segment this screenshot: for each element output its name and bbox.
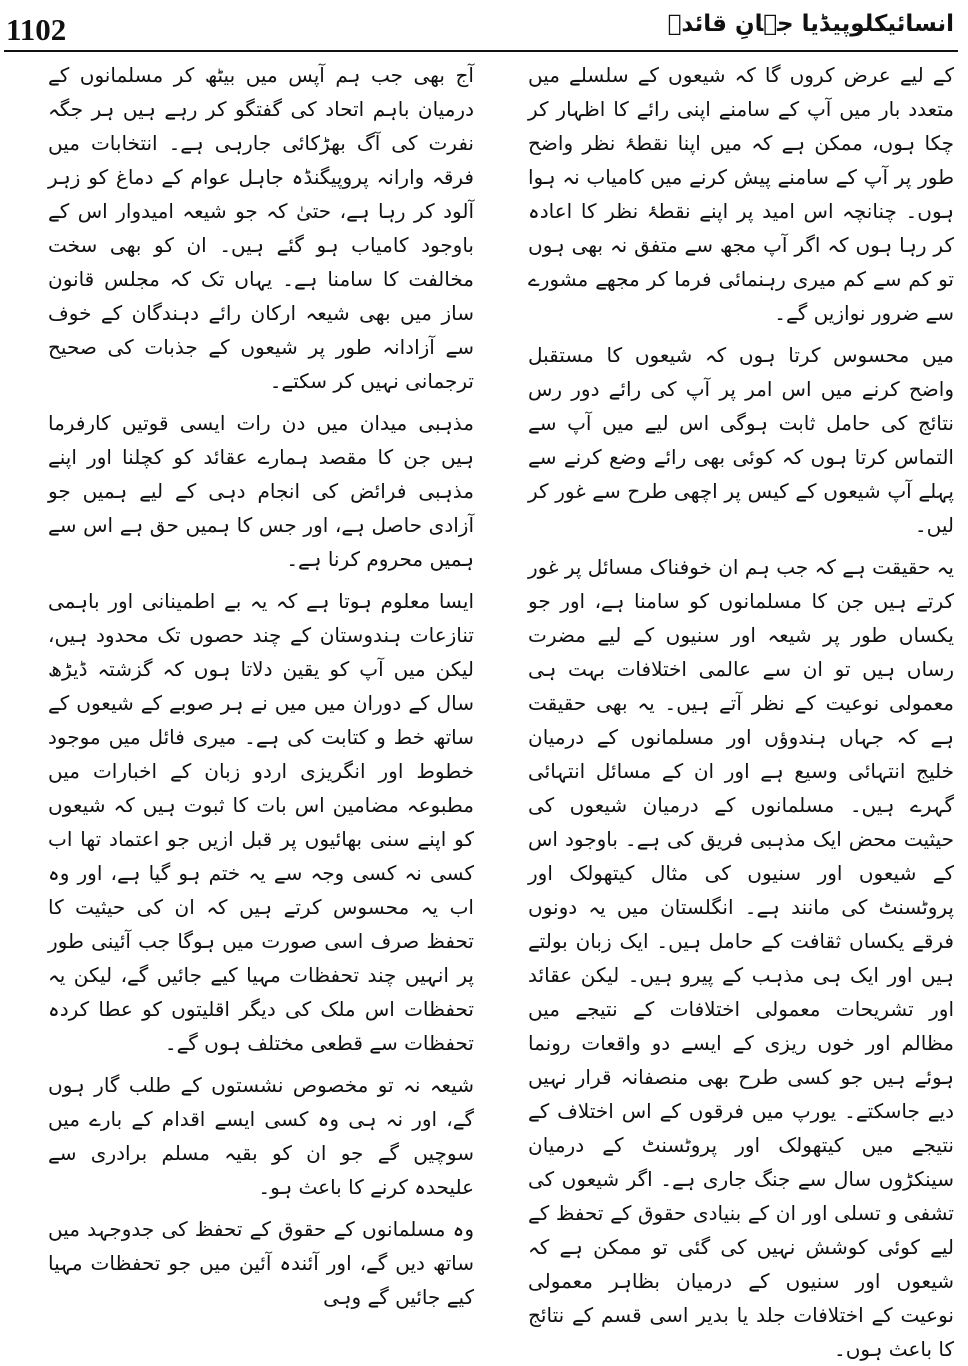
- page-number: 1102: [6, 12, 67, 47]
- paragraph: ایسا معلوم ہوتا ہے کہ یہ بے اطمینانی اور باہمی تنازعات ہندوستان کے چند حصوں تک محدود ہیں، لیکن میں آپ کو یقین دلاتا ہوں کہ گزشتہ ڈیڑھ سال کے دوران میں میں نے ہر صوبے کے شیعوں کے ساتھ خط و کتابت کی ہے۔ میری فائل میں موجود خطوط اور انگریزی اردو زبان کے اخبارات میں مطبوعہ مضامین اس بات کا ثبوت ہیں کہ شیعوں کو اپنے سنی بھائیوں پر قبل ازیں جو اعتماد تھا اب کسی نہ کسی وجہ سے یہ ختم ہو گیا ہے، اور وہ اب یہ محسوس کرتے ہیں کہ ان کی حیثیت کا تحفظ صرف اسی صورت میں ہوگا جب آئینی طور پر انہیں چند تحفظات مہیا کیے جائیں گے، لیکن یہ تحفظات اس ملک کی دیگر اقلیتوں کو عطا کردہ تحفظات سے قطعی مختلف ہوں گے۔: [48, 589, 474, 1055]
- paragraph: وہ مسلمانوں کے حقوق کے تحفظ کی جدوجہد میں ساتھ دیں گے، اور آئندہ آئین میں جو تحفظات مہیا کیے جائیں گے وہی: [48, 1217, 474, 1309]
- running-title: انسائیکلوپیڈیا جہانِ قائدؒ: [667, 11, 954, 37]
- right-column: [528, 58, 954, 1361]
- paragraph: آج بھی جب ہم آپس میں بیٹھ کر مسلمانوں کے درمیان باہم اتحاد کی گفتگو کر رہے ہیں ہر جگہ نفرت کی آگ بھڑکائی جارہی ہے۔ انتخابات میں فرقہ وارانہ پروپیگنڈہ جاہل عوام کے دماغ کو زہر آلود کر رہا ہے، حتیٰ کہ جو شیعہ امیدوار اس کے باوجود کامیاب ہو گئے ہیں۔ ان کو بھی سخت مخالفت کا سامنا ہے۔ یہاں تک کہ مجلس قانون ساز میں بھی شیعہ ارکان رائے دہندگان کے خوف سے آزادانہ طور پر شیعوں کے جذبات کی صحیح ترجمانی نہیں کر سکتے۔: [48, 63, 474, 393]
- paragraph: شیعہ نہ تو مخصوص نشستوں کے طلب گار ہوں گے، اور نہ ہی وہ کسی ایسے اقدام کے بارے میں سوچیں گے جو ان کو بقیہ مسلم برادری سے علیحدہ کرنے کا باعث ہو۔: [48, 1073, 474, 1199]
- paragraph: مذہبی میدان میں دن رات ایسی قوتیں کارفرما ہیں جن کا مقصد ہمارے عقائد کو کچلنا اور اپنے مذہبی فرائض کی انجام دہی کے لیے ہمیں جو آزادی حاصل ہے، اور جس کا ہمیں حق ہے اس سے ہمیں محروم کرنا ہے۔: [48, 411, 474, 571]
- header-rule: [4, 50, 958, 52]
- left-column: [48, 58, 474, 1339]
- paragraph: میں محسوس کرتا ہوں کہ شیعوں کا مستقبل واضح کرنے میں اس امر پر آپ کی رائے دور رس نتائج کی حامل ثابت ہوگی اس لیے میں آپ سے التماس کرتا ہوں کہ کوئی بھی رائے وضع کرنے سے پہلے آپ شیعوں کے کیس پر اچھی طرح سے غور کر لیں۔: [528, 343, 954, 537]
- paragraph: کے لیے عرض کروں گا کہ شیعوں کے سلسلے میں متعدد بار میں آپ کے سامنے اپنی رائے کا اظہار کر چکا ہوں، ممکن ہے کہ میں اپنا نقطۂ نظر واضح طور پر آپ کے سامنے پیش کرنے میں کامیاب نہ ہوا ہوں۔ چنانچہ اس امید پر اپنے نقطۂ نظر کا اعادہ کر رہا ہوں کہ اگر آپ مجھ سے متفق نہ بھی ہوں تو کم سے کم میری رہنمائی فرما کر مجھے مشورے سے ضرور نوازیں گے۔: [528, 63, 954, 325]
- paragraph: یہ حقیقت ہے کہ جب ہم ان خوفناک مسائل پر غور کرتے ہیں جن کا مسلمانوں کو سامنا ہے، اور جو یکساں طور پر شیعہ اور سنیوں کے لیے مضرت رساں ہیں تو ان سے عالمی اختلافات بہت ہی معمولی نوعیت کے نظر آتے ہیں۔ یہ بھی حقیقت ہے کہ جہاں ہندوؤں اور مسلمانوں کے درمیان خلیج انتہائی وسیع ہے اور ان کے مسائل انتہائی گہرے ہیں۔ مسلمانوں کے درمیان شیعوں کی حیثیت محض ایک مذہبی فریق کی ہے۔ باوجود اس کے شیعوں اور سنیوں کی مثال کیتھولک اور پروٹسنٹ کی مانند ہے۔ انگلستان میں یہ دونوں فرقے یکساں ثقافت کے حامل ہیں۔ ایک زبان بولتے ہیں اور ایک ہی مذہب کے پیرو ہیں۔ لیکن عقائد اور تشریحات معمولی اختلافات کے نتیجے میں مظالم اور خوں ریزی کے ایسے دو واقعات رونما ہوئے ہیں جو کسی طرح بھی منصفانہ قرار نہیں دیے جاسکتے۔ یورپ میں فرقوں کے اس اختلاف کے نتیجے میں کیتھولک اور پروٹسنٹ کے درمیان سینکڑوں سال سے جنگ جاری ہے۔ اگر شیعوں کی تشفی و تسلی اور ان کے بنیادی حقوق کے تحفظ کے لیے کوئی کوشش نہیں کی گئی تو ممکن ہے کہ شیعوں اور سنیوں کے درمیان بظاہر معمولی نوعیت کے اختلافات جلد یا بدیر اسی قسم کے نتائج کا باعث ہوں۔: [528, 555, 954, 1361]
